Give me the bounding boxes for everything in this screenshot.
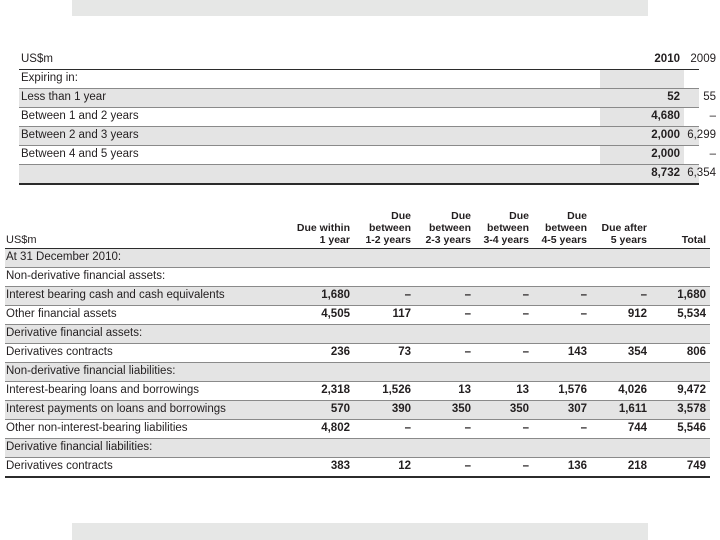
row-label: Derivatives contracts — [6, 346, 113, 358]
row-label: Interest-bearing loans and borrowings — [6, 384, 200, 396]
row-label: Non-derivative financial liabilities: — [6, 365, 176, 377]
row-label: Between 1 and 2 years — [21, 110, 139, 122]
cell-value: – — [522, 308, 529, 320]
row-label: Derivatives contracts — [6, 460, 113, 472]
total-value: 3,578 — [677, 403, 706, 415]
row-label: At 31 December 2010: — [6, 251, 122, 263]
value-2010: 2,000 — [651, 129, 680, 141]
row-label: Interest bearing cash and cash equivalents — [6, 289, 225, 301]
cell-value: 143 — [567, 346, 587, 358]
table-row — [5, 382, 710, 401]
total-row — [19, 165, 716, 185]
cell-value: – — [464, 346, 471, 358]
table-row — [5, 306, 710, 325]
cell-value: – — [522, 422, 529, 434]
total-value: 749 — [686, 460, 706, 472]
year-2010-header: 2010 — [654, 53, 680, 65]
table-row — [5, 287, 710, 306]
expiry-table-header — [19, 51, 716, 70]
table-row — [5, 401, 710, 420]
total-value: 9,472 — [677, 384, 706, 396]
cell-value: 218 — [627, 460, 647, 472]
value-2010: 8,732 — [651, 167, 680, 179]
cell-value: – — [522, 460, 529, 472]
table-row — [5, 439, 710, 458]
cell-value: 354 — [627, 346, 647, 358]
cell-value: 390 — [391, 403, 411, 415]
value-2009: – — [709, 110, 716, 122]
cell-value: – — [464, 289, 471, 301]
cell-value: 744 — [627, 422, 647, 434]
value-2009: – — [709, 148, 716, 160]
row-label: Derivative financial liabilities: — [6, 441, 153, 453]
value-2010: 52 — [667, 91, 680, 103]
row-label: Interest payments on loans and borrowings — [6, 403, 226, 415]
total-value: 806 — [686, 346, 706, 358]
table-row — [5, 325, 710, 344]
column-2010-shade — [600, 70, 684, 88]
column-header: Due between 1-2 years — [365, 210, 411, 246]
cell-value: – — [580, 289, 587, 301]
value-2010: 4,680 — [651, 110, 680, 122]
cell-value: – — [580, 308, 587, 320]
cell-value: 236 — [330, 346, 350, 358]
table-row — [5, 249, 710, 268]
cell-value: 307 — [567, 403, 587, 415]
total-value: 5,546 — [677, 422, 706, 434]
total-value: 1,680 — [677, 289, 706, 301]
row-label: Between 2 and 3 years — [21, 129, 139, 141]
unit-label: US$m — [21, 53, 53, 65]
cell-value: – — [580, 422, 587, 434]
table-row — [5, 268, 710, 287]
cell-value: 1,576 — [558, 384, 587, 396]
cell-value: – — [464, 422, 471, 434]
cell-value: 570 — [330, 403, 350, 415]
value-2009: 55 — [703, 91, 716, 103]
table-row — [19, 146, 716, 165]
row-label: Derivative financial assets: — [6, 327, 143, 339]
row-label: Other financial assets — [6, 308, 117, 320]
cell-value: 2,318 — [321, 384, 350, 396]
maturity-table — [5, 204, 710, 478]
cell-value: 4,802 — [321, 422, 350, 434]
cell-value: – — [464, 308, 471, 320]
year-2009-header: 2009 — [690, 53, 716, 65]
value-2010: 2,000 — [651, 148, 680, 160]
column-header: Total — [681, 234, 706, 246]
table-row — [5, 420, 710, 439]
row-label: Less than 1 year — [21, 91, 107, 103]
row-label: Other non-interest-bearing liabilities — [6, 422, 188, 434]
expiry-table — [19, 51, 716, 185]
cell-value: 350 — [509, 403, 529, 415]
value-2009: 6,299 — [687, 129, 716, 141]
top-gray-band — [72, 0, 648, 16]
bottom-gray-band — [72, 523, 648, 540]
cell-value: 1,611 — [618, 403, 647, 415]
column-header: Due within 1 year — [296, 222, 350, 246]
row-label: Non-derivative financial assets: — [6, 270, 166, 282]
cell-value: 383 — [330, 460, 350, 472]
cell-value: – — [522, 346, 529, 358]
table-row — [19, 108, 716, 127]
column-header: Due between 2-3 years — [425, 210, 471, 246]
total-value: 5,534 — [677, 308, 706, 320]
cell-value: 136 — [567, 460, 587, 472]
value-2009: 6,354 — [687, 167, 716, 179]
cell-value: – — [404, 422, 411, 434]
cell-value: 13 — [458, 384, 471, 396]
table-row — [5, 363, 710, 382]
cell-value: 12 — [398, 460, 411, 472]
cell-value: – — [640, 289, 647, 301]
table-row — [5, 458, 710, 478]
cell-value: – — [404, 289, 411, 301]
table-row — [19, 127, 716, 146]
row-label: Between 4 and 5 years — [21, 148, 139, 160]
cell-value: – — [464, 460, 471, 472]
table-row — [19, 89, 716, 108]
cell-value: 4,026 — [618, 384, 647, 396]
cell-value: 13 — [516, 384, 529, 396]
cell-value: – — [522, 289, 529, 301]
table-row — [19, 70, 699, 89]
maturity-table-header — [5, 204, 710, 249]
cell-value: 117 — [392, 308, 411, 320]
cell-value: 350 — [451, 403, 471, 415]
row-label: Expiring in: — [21, 72, 78, 84]
cell-value: 73 — [398, 346, 411, 358]
column-header: Due after 5 years — [601, 222, 647, 246]
unit-label: US$m — [6, 234, 37, 246]
cell-value: 1,680 — [321, 289, 350, 301]
cell-value: 912 — [627, 308, 647, 320]
column-header: Due between 4-5 years — [541, 210, 587, 246]
cell-value: 1,526 — [382, 384, 411, 396]
column-header: Due between 3-4 years — [483, 210, 529, 246]
table-row — [5, 344, 710, 363]
cell-value: 4,505 — [321, 308, 350, 320]
